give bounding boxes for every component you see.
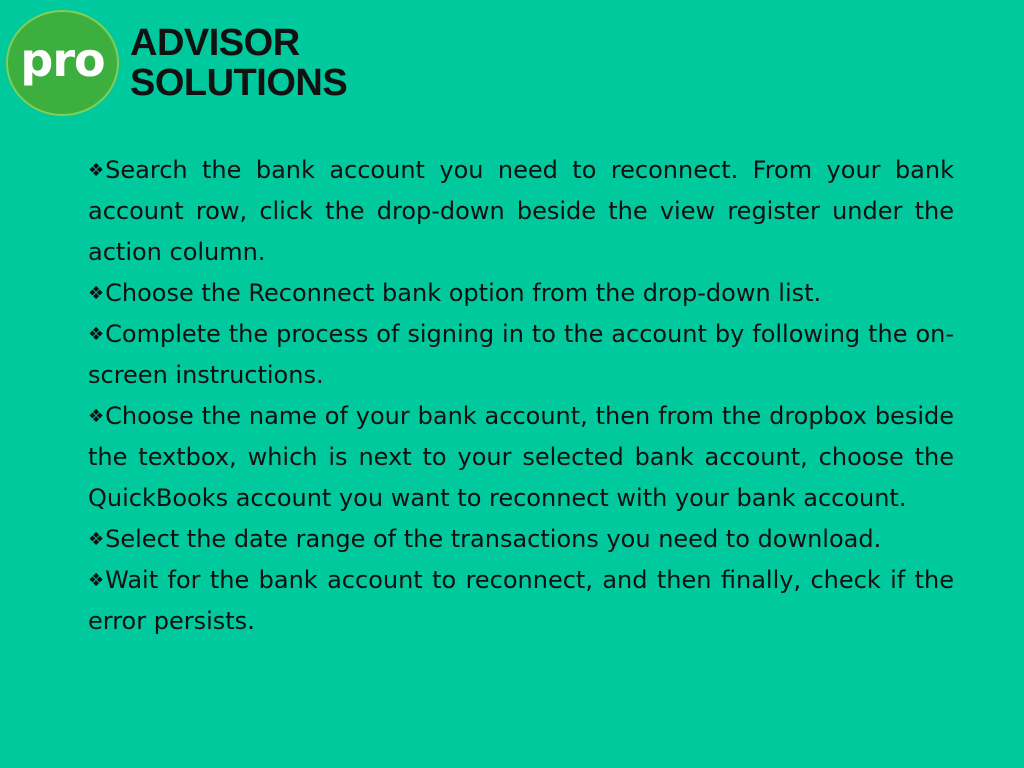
step-text: Complete the process of signing in to the account by following the on-screen instructions. xyxy=(88,320,954,389)
pro-badge-icon xyxy=(6,10,119,116)
brand-name-line-2: SOLUTIONS xyxy=(130,62,348,104)
list-item xyxy=(88,150,954,273)
brand-logo xyxy=(6,8,366,118)
step-text: Wait for the bank account to reconnect, and then finally, check if the error persists. xyxy=(88,566,954,635)
diamond-bullet-icon: ❖ xyxy=(88,160,105,181)
diamond-bullet-icon: ❖ xyxy=(88,406,105,427)
diamond-bullet-icon: ❖ xyxy=(88,570,105,591)
diamond-bullet-icon: ❖ xyxy=(88,529,105,550)
step-text: Choose the name of your bank account, then from the dropbox beside the textbox, which is next to your selected bank account, choose the QuickBooks account you want to reconnect with your bank account. xyxy=(88,402,954,512)
list-item xyxy=(88,314,954,396)
list-item xyxy=(88,519,954,560)
brand-name-line-1: ADVISOR xyxy=(130,22,300,64)
badge-text: pro xyxy=(20,33,105,87)
diamond-bullet-icon: ❖ xyxy=(88,324,105,345)
list-item xyxy=(88,560,954,642)
list-item xyxy=(88,396,954,519)
step-text: Search the bank account you need to reconnect. From your bank account row, click the drop-down beside the view register under the action column. xyxy=(88,156,954,266)
diamond-bullet-icon: ❖ xyxy=(88,283,105,304)
step-text: Choose the Reconnect bank option from the drop-down list. xyxy=(105,279,822,307)
step-text: Select the date range of the transactions you need to download. xyxy=(105,525,882,553)
list-item xyxy=(88,273,954,314)
instructions-list xyxy=(88,150,954,642)
